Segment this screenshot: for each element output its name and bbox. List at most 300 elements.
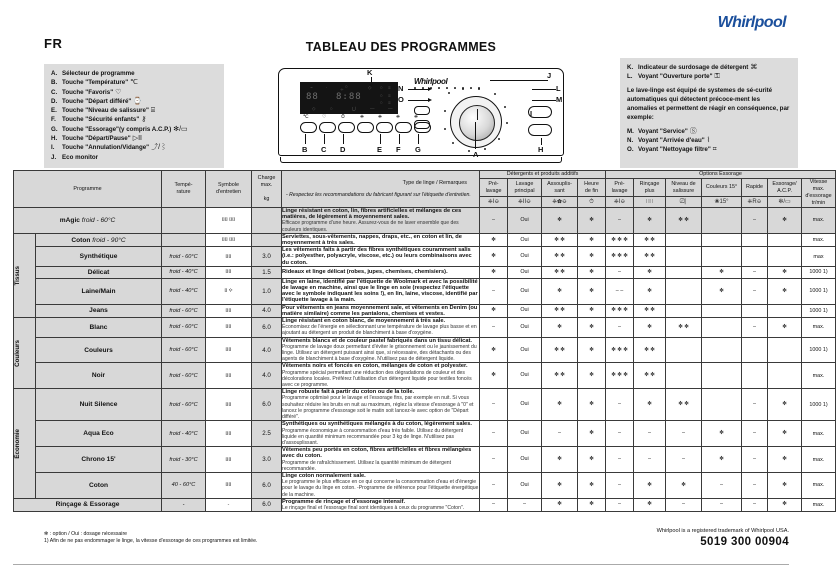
temperature-cell [162,247,206,267]
footnotes [44,531,258,545]
opt-rapid: – [742,318,768,338]
description-note: Le rinçage final et l'essorage final sont identiques à ceux du programme "Coton". [282,504,465,511]
description-note: Le programme le plus efficace en ce qui concerne la consommation d'eau et d'énergie pour le lavage du linge en coton. -Programme de référence pour l'étiquette énergétique de la machine. [282,479,479,498]
bottom-divider [13,564,789,565]
care-symbol: ⌷⌷ ⌷⌷ [221,237,236,244]
care-symbol-cell [206,266,252,278]
programme-label: Aqua Eco [83,430,114,438]
opt-rapid: – [742,278,768,304]
th-type-linge-sub: - Respectez les recommandations du fabricant figurant sur l'étiquette d'entretien. [286,191,471,198]
opt-rapid: – [742,389,768,421]
drain-icon: ⤴/⌇ [151,144,168,152]
programme-name-cell [36,472,162,498]
opt-soil-level: – [666,447,702,473]
opt-mainwash: Oui [508,266,542,278]
button-blank-1[interactable] [357,122,374,133]
legend-item-o [627,145,791,154]
temperature-value: - [182,501,185,508]
care-symbol-cell [206,363,252,389]
table-header-row-1 [14,171,836,179]
callout-C: C [321,145,327,154]
opt-rapid: – [742,472,768,498]
overdose-icon: ⌘ [750,64,758,71]
temperature-cell [162,421,206,447]
spin-speed: max. [802,498,836,511]
soil-level-icon: ⌸ [150,107,156,115]
legend-item-b [51,78,217,87]
opt-colours15: ✻ [702,266,742,278]
load-value: 6.0 [262,401,271,409]
extra-rinse-icon: ∷∷ [634,197,666,208]
colours15-icon: ❀15° [702,197,742,208]
opt-soil-level: ✻ ✻ [666,389,702,421]
opt-rapid [742,247,768,267]
opt-mainwash: Oui [508,278,542,304]
callout-A: A [473,150,479,159]
legend-tag: A. [51,70,58,77]
callout-G: G [415,145,421,154]
table-row[interactable] [14,498,836,511]
description-note: Programme de lavage doux permettant d'éviter le grisonnement ou le jaunissement du linge. Utilisez un détergent puissant ainsi que, si nécessaire, des détachants ou des agents de blanchiment à base d'oxygène. N'utilisez pas de détergent liquide. [282,343,477,363]
opt-rapid [742,304,768,317]
programme-temp-inline: froid - 60°C [81,216,116,224]
opt-prewash2: – [606,389,634,421]
th-lavage-principal: Lavage principal [508,179,542,197]
opt-endtime: ✻ [578,389,606,421]
temperature-cell [162,447,206,473]
description-title: Programme de rinçage et d'essorage intensif. [282,498,406,505]
opt-colours15: ✻ [702,447,742,473]
legend-item-a [51,69,217,78]
display-icon-12: ◇ [312,106,316,111]
legend-item-c [51,88,217,97]
button-securite-enfants[interactable] [395,122,412,133]
programme-label: Chrono 15' [81,456,116,464]
opt-prewash: – [480,498,508,511]
child-lock-icon: ⚷ [141,116,147,124]
care-symbol: ⌷⌷ [225,482,232,489]
water-inlet-icon: ⌇ [706,137,711,145]
legend-left-panel [44,64,224,168]
programme-name-cell [36,363,162,389]
opt-endtime: ✻ [578,208,606,234]
table-row[interactable] [14,447,836,473]
opt-colours15 [702,363,742,389]
temperature-cell [162,389,206,421]
description-title: Linge en laine, identifié par l'étiquette de Woolmark et avec la possibilité de lavage en machine, ainsi que le linge en soie (respectez l'étiquette avec le symbole indiquant les soins !), en lin, laine, viscose, identifié par l'étiquette lavage à la main. [282,278,478,304]
programme-label: Couleurs [84,346,113,354]
programme-name [36,399,161,410]
table-row[interactable] [14,318,836,338]
table-row[interactable] [14,266,836,278]
load-cell [252,363,282,389]
opt-soil-level [666,304,702,317]
softener-icon: ⎈✿⎉ [542,197,578,208]
programme-name [36,480,161,491]
description-title: Serviettes, sous-vêtements, nappes, draps, etc., en coton et lin, de moyennement à très sales. [282,233,462,247]
temperature-icon: ℃ [130,79,139,87]
description-title: Synthétiques ou synthétiques mélangés à du coton, légèrement sales. [282,421,472,428]
spin-speed: max. [802,363,836,389]
care-symbol: ⌷⌷ [225,401,232,408]
programme-name [36,286,161,297]
care-symbol-cell [206,318,252,338]
opt-prewash: – [480,447,508,473]
programme-name-cell [36,304,162,317]
opt-soil-level [666,278,702,304]
child-lock-icon: ⎈ [360,114,365,120]
opt-softener: ✻ [542,318,578,338]
opt-prewash2: ✻ ✻ ✻ [606,363,634,389]
programme-label: Synthétique [79,253,118,261]
care-symbol: ⌷⌷ [225,456,232,463]
th-type-linge [282,171,480,208]
opt-prewash2: – [606,421,634,447]
spin-speed: max. [802,318,836,338]
display-icon-10: ○ [380,100,383,105]
opt-prewash2: – [606,318,634,338]
th-detergents-group: Détergents et produits additifs [480,171,606,179]
opt-softener: ✻ [542,208,578,234]
load-value: 6.0 [262,323,271,331]
spin-speed: 1000 1) [802,304,836,317]
opt-rinse-plus: ✻ [634,472,666,498]
table-row[interactable] [14,233,836,246]
load-cell [252,233,282,246]
opt-endtime: ✻ [578,318,606,338]
button-temperature[interactable] [300,122,317,133]
display-icon-9: ≡ [388,93,391,98]
door-open-icon: ⚿ [714,73,720,81]
temperature-cell [162,472,206,498]
display-icon-6: ○ [380,85,383,90]
opt-soil-level [666,233,702,246]
opt-spin-acp [768,233,802,246]
table-row[interactable] [14,363,836,389]
legend-tag: M. [627,127,634,135]
opt-prewash: – [480,318,508,338]
display-icon-16: — [388,106,393,111]
opt-mainwash: Oui [508,318,542,338]
th-options-group: Options Essorage [606,171,836,179]
opt-prewash: ✻ [480,304,508,317]
opt-spin-acp: ✻ [768,208,802,234]
footnote-2: 1) Afin de ne pas endommager le linge, la vitesse d'essorage de ces programmes est limitée. [44,538,258,545]
programme-name [36,235,161,246]
care-symbol: ⌷⌷ [225,324,232,331]
programme-name [14,499,161,510]
th-prelavage: Pré- lavage [480,179,508,197]
care-symbol-cell [206,247,252,267]
legend-item-g [51,125,217,134]
opt-colours15 [702,304,742,317]
th-assouplissant: Assouplis- sant [542,179,578,197]
button-depart-differe[interactable] [338,122,355,133]
spin-speed: max. [802,447,836,473]
button-favoris[interactable] [319,122,336,133]
description-cell [282,421,480,447]
opt-soil-level: ✻ [666,472,702,498]
trademark-text: Whirlpool is a registered trademark of Whirlpool USA. [656,528,789,534]
spin-acp-icon: ✻/▭ [768,197,802,208]
th-vitesse: Vitesse max. d'essorage tr/min [802,179,836,208]
legend-item-d [51,97,217,106]
programme-name-cell [14,208,162,234]
care-symbol-cell [206,421,252,447]
temperature-value: froid - 60°C [169,347,198,354]
opt-endtime: ✻ [578,447,606,473]
lcd-display [300,82,398,114]
table-row[interactable] [14,472,836,498]
opt-prewash: ✻ [480,337,508,363]
load-cell [252,304,282,317]
load-value: 6.0 [262,481,271,489]
legend-tag: E. [51,107,57,115]
button-aux-1[interactable] [414,106,430,115]
dial-pointer [477,109,478,120]
table-row[interactable] [14,247,836,267]
legend-item-n [627,136,791,145]
description-title: Vêtements blancs et de couleur pastel fabriqués dans un tissu délicat. [282,337,472,344]
programme-name-cell [36,266,162,278]
table-row[interactable] [14,208,836,234]
group-label-text: Tissus [14,265,21,286]
th-prelavage-2: Pré- lavage [606,179,634,197]
opt-spin-acp: ✻ [768,498,802,511]
programme-name-cell [36,318,162,338]
care-symbol-cell [206,447,252,473]
program-selector-dial[interactable] [450,96,502,148]
th-type-linge-title: Type de linge / Remarques [402,179,468,186]
legend-text: Voyant "Service" [638,127,688,135]
opt-prewash: – [480,472,508,498]
spin-speed: 1000 1) [802,266,836,278]
temperature-value: froid - 40°C [169,269,198,276]
start-pause-icon: ▷II [132,135,142,143]
opt-soil-level [666,266,702,278]
button-aux-2[interactable] [414,120,430,129]
opt-mainwash: Oui [508,389,542,421]
opt-prewash2: – – [606,278,634,304]
opt-rapid: – [742,498,768,511]
temperature-value: froid - 40°C [169,288,198,295]
opt-rinse-plus: ✻ [634,389,666,421]
programme-label: Nuit Silence [79,401,118,409]
legend-item-i [51,143,217,152]
load-cell [252,318,282,338]
callout-E: E [377,145,383,154]
button-depart-pause[interactable] [528,124,552,136]
th-rincage-plus: Rinçage plus [634,179,666,197]
load-cell [252,498,282,511]
load-value: 2.5 [262,430,271,438]
segment-left: 88 [306,92,319,102]
callout-L: L [556,84,561,93]
opt-endtime: ✻ [578,498,606,511]
th-essorage-acp: Essorage/ A.C.P. [768,179,802,197]
load-cell [252,266,282,278]
opt-endtime: ✻ [578,233,606,246]
opt-colours15 [702,208,742,234]
opt-softener: ✻ ✻ [542,363,578,389]
opt-spin-acp [768,363,802,389]
care-symbol: ⌷⌷ [225,253,232,260]
description-cell [282,247,480,267]
opt-soil-level [666,363,702,389]
service-icon: Ⓢ [689,127,697,135]
load-cell [252,389,282,421]
temperature-cell [162,266,206,278]
programme-name-cell [36,421,162,447]
opt-prewash: ✻ [480,266,508,278]
opt-rapid [742,233,768,246]
legend-text: Voyant "Ouverture porte" [638,73,713,81]
load-cell [252,337,282,363]
footnote-1: ✻ : option / Oui : dosage nécessaire [44,531,128,537]
legend-text: Sélecteur de programme [62,70,135,77]
whirlpool-logo: Whirlpool [717,14,786,31]
care-symbol: ⌷⌷ [225,347,232,354]
description-title: Vêtements noirs et foncés en coton, mélanges de coton et polyester. [282,363,468,370]
opt-softener: ✻ [542,498,578,511]
opt-prewash2: ✻ ✻ ✻ [606,337,634,363]
button-niveau-salissure[interactable] [376,122,393,133]
legend-right-panel [620,58,798,168]
care-symbol: ⌷⌷ ⌷⌷ [221,217,236,224]
opt-spin-acp [768,304,802,317]
opt-rinse-plus: ✻ ✻ [634,304,666,317]
description-title: Rideaux et linge délicat (robes, jupes, chemises, chemisiers). [282,269,448,276]
care-symbol-cell [206,389,252,421]
th-programme: Programme [14,171,162,208]
load-value: 4.0 [262,346,271,354]
legend-text: Touche "Sécurité enfants" [62,116,140,124]
table-row[interactable] [14,304,836,317]
programme-temp-inline: froid - 90°C [92,236,126,244]
legend-item-k [627,63,791,72]
programme-name [36,454,161,465]
opt-colours15 [702,389,742,421]
legend-item-j [51,153,217,162]
opt-prewash2: – [606,447,634,473]
description-cell [282,304,480,317]
description-note: Programme optimisé pour le lavage et l'essorage fins, par exemple en nuit. Si vous souhaitez réduire les bruits en nuit au maximum, réglez la vitesse d'essorage à "0" et lancez le programme d'essorage soit le matin soit lancez-le avec option de "Départ différé". [282,395,474,421]
programme-name [36,267,161,278]
legend-text: Touche "Favoris" [62,88,114,96]
opt-softener: – [542,421,578,447]
legend-item-f [51,115,217,124]
temperature-cell [162,304,206,317]
load-cell [252,472,282,498]
temperature-value: froid - 60°C [169,307,198,314]
description-cell [282,363,480,389]
legend-text: Touche "Essorage"(y compris A.C.P.) [62,125,172,133]
opt-prewash2: ✻ ✻ ✻ [606,233,634,246]
legend-text: Voyant "Nettoyage filtre" [638,146,711,154]
opt-prewash2: – [606,208,634,234]
description-title: Linge résistant en coton, lin, fibres artificielles et mélanges de ces matières, de légèrement à moyennement sales. [282,208,462,221]
legend-tag: F. [51,116,56,124]
description-cell [282,337,480,363]
programme-name-cell [36,233,162,246]
heart-icon: ♡ [322,114,327,120]
care-symbol: ⌷⌷ [225,372,232,379]
th-rapide: Rapide [742,179,768,197]
legend-text: Touche "Niveau de salissure" [62,107,149,115]
programme-label: Noir [91,372,106,380]
spin-speed: max. [802,472,836,498]
table-row[interactable] [14,421,836,447]
th-charge-max: Charge max. kg [252,171,282,208]
legend-tag: J. [51,153,57,161]
programme-name-cell [36,447,162,473]
callout-N: N [398,84,404,93]
opt-prewash: – [480,278,508,304]
legend-text: Indicateur de surdosage de détergent [638,64,749,71]
callout-I: I [530,109,533,118]
opt-softener: ✻ ✻ [542,337,578,363]
spin-speed: max. [802,421,836,447]
opt-prewash: – [480,421,508,447]
th-couleurs15: Couleurs 15° [702,179,742,197]
opt-prewash: ✻ [480,233,508,246]
opt-endtime: ✻ [578,472,606,498]
legend-item-e [51,106,217,115]
opt-rinse-plus: ✻ ✻ [634,337,666,363]
opt-prewash: ✻ [480,363,508,389]
language-code: FR [44,36,63,51]
opt-rapid: – [742,447,768,473]
soil-level-icon: ⎈ [378,114,383,120]
legend-tag: C. [51,88,58,96]
description-cell [282,208,480,234]
table-row[interactable] [14,389,836,421]
opt-colours15 [702,247,742,267]
programme-name-cell [36,247,162,267]
callout-M: M [556,95,563,104]
table-row[interactable] [14,278,836,304]
opt-soil-level [666,247,702,267]
opt-spin-acp: ✻ [768,447,802,473]
opt-softener: ✻ [542,278,578,304]
callout-K: K [367,68,373,77]
temperature-value: froid - 60°C [169,253,198,260]
opt-colours15: – [702,498,742,511]
care-symbol-cell [206,278,252,304]
opt-rapid: – [742,421,768,447]
care-symbol-cell [206,472,252,498]
opt-spin-acp: ✻ [768,389,802,421]
callout-J: J [547,71,552,80]
prewash-icon: ⎈I⎉ [480,197,508,208]
legend-tag: K. [627,64,634,71]
programme-name [36,345,161,356]
dial-knob[interactable] [459,105,495,141]
table-row[interactable] [14,337,836,363]
description-note: Programme économique à consommation d'eau très faible. Utilisez du détergent liquide en quantité minimum recommandée pour 3 kg de linge. N'utilisez pas d'assouplissant. [282,427,464,446]
opt-prewash: ✻ [480,247,508,267]
care-symbol-cell [206,208,252,234]
group-label-text: Couleurs [14,339,21,367]
description-title: Vêtements peu portés en coton, fibres artificielles et fibres mélangées avec du coton. [282,447,472,460]
care-symbol: ⌷⌷ [225,269,232,276]
opt-spin-acp: ✻ [768,421,802,447]
legend-item-h [51,134,217,143]
spin-speed: max. [802,233,836,246]
temperature-value: 40 - 60°C [171,482,196,489]
legend-text: Touche "Température" [62,79,129,87]
programme-label: Délicat [87,268,110,276]
